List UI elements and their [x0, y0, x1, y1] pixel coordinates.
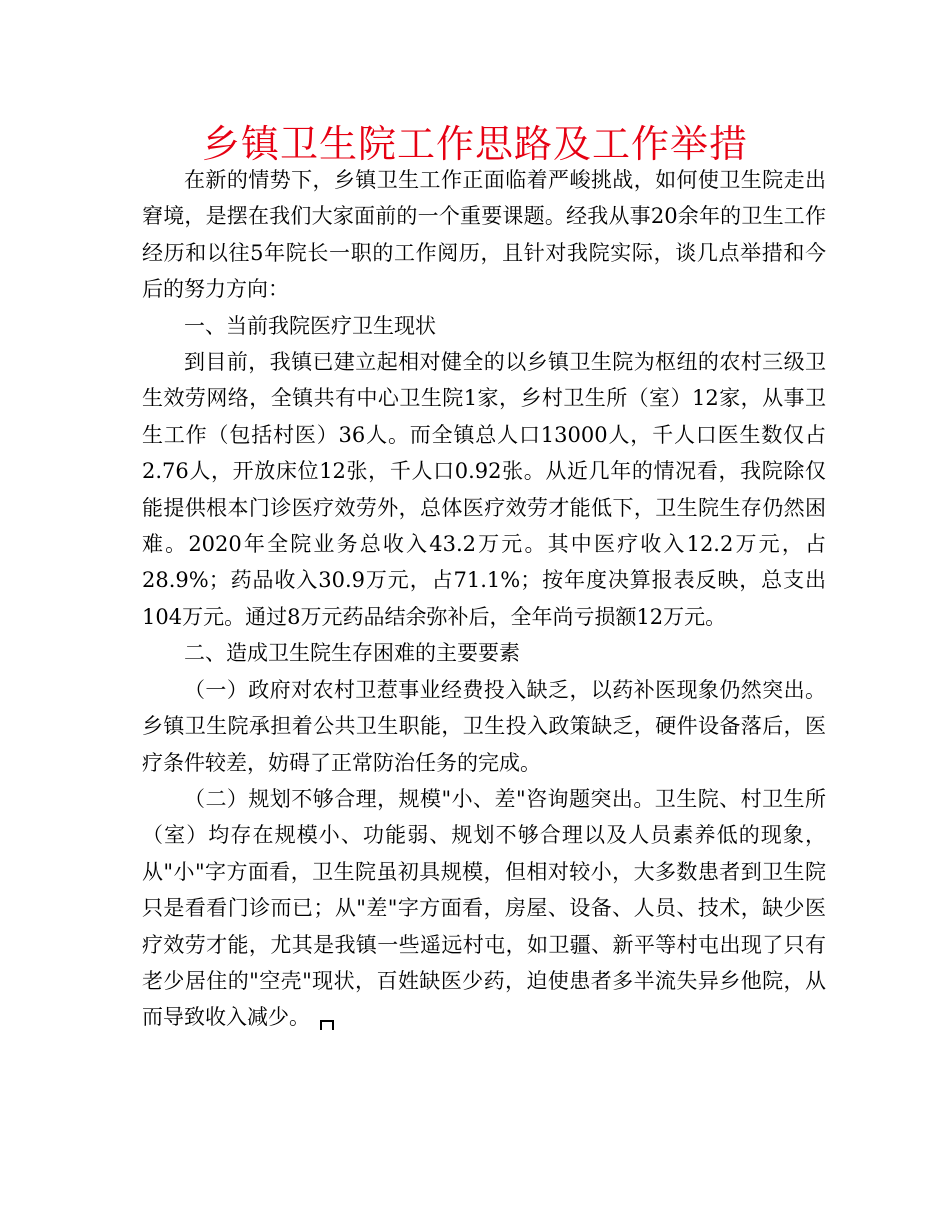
document-title: 乡镇卫生院工作思路及工作举措 [201, 122, 748, 166]
page-break-mark-icon [320, 1020, 334, 1030]
section-heading-2: 二、造成卫生院生存困难的主要要素 [184, 641, 520, 666]
paragraph-intro: 在新的情势下，乡镇卫生工作正面临着严峻挑战，如何使卫生院走出窘境，是摆在我们大家面前的一个重要课题。经我从事20余年的卫生工作经历和以往5年院长一职的工作阅历，且针对我院实际，谈几点举措和今后的努力方向： [142, 168, 826, 302]
document-body [142, 162, 826, 1036]
section-heading-1: 一、当前我院医疗卫生现状 [184, 313, 436, 338]
paragraph-current-status: 到目前，我镇已建立起相对健全的以乡镇卫生院为枢纽的农村三级卫生效劳网络，全镇共有中心卫生院1家，乡村卫生所（室）12家，从事卫生工作（包括村医）36人。而全镇总人口13000人，千人口医生数仅占2.76人，开放床位12张，千人口0.92张。从近几年的情况看，我院除仅能提供根本门诊医疗效劳外，总体医疗效劳才能低下，卫生院生存仍然困难。2020年全院业务总收入43.2万元。其中医疗收入12.2万元，占28.9%；药品收入30.9万元，占71.1%；按年度决算报表反映，总支出104万元。通过8万元药品结余弥补后，全年尚亏损额12万元。 [142, 350, 826, 629]
paragraph-reason-2 [142, 781, 826, 1036]
paragraph-reason-2-text: （二）规划不够合理，规模"小、差"咨询题突出。卫生院、村卫生所（室）均存在规模小、功能弱、规划不够合理以及人员素养低的现象，从"小"字方面看，卫生院虽初具规模，但相对较小，大多数患者到卫生院只是看看门诊而已；从"差"字方面看，房屋、设备、人员、技术，缺少医疗效劳才能，尤其是我镇一些遥远村屯，如卫疆、新平等村屯出现了只有老少居住的"空壳"现状，百姓缺医少药，迫使患者多半流失异乡他院，从而导致收入减少。 [142, 786, 826, 1030]
paragraph-reason-1: （一）政府对农村卫惹事业经费投入缺乏，以药补医现象仍然突出。乡镇卫生院承担着公共卫生职能，卫生投入政策缺乏，硬件设备落后，医疗条件较差，妨碍了正常防治任务的完成。 [142, 677, 826, 775]
